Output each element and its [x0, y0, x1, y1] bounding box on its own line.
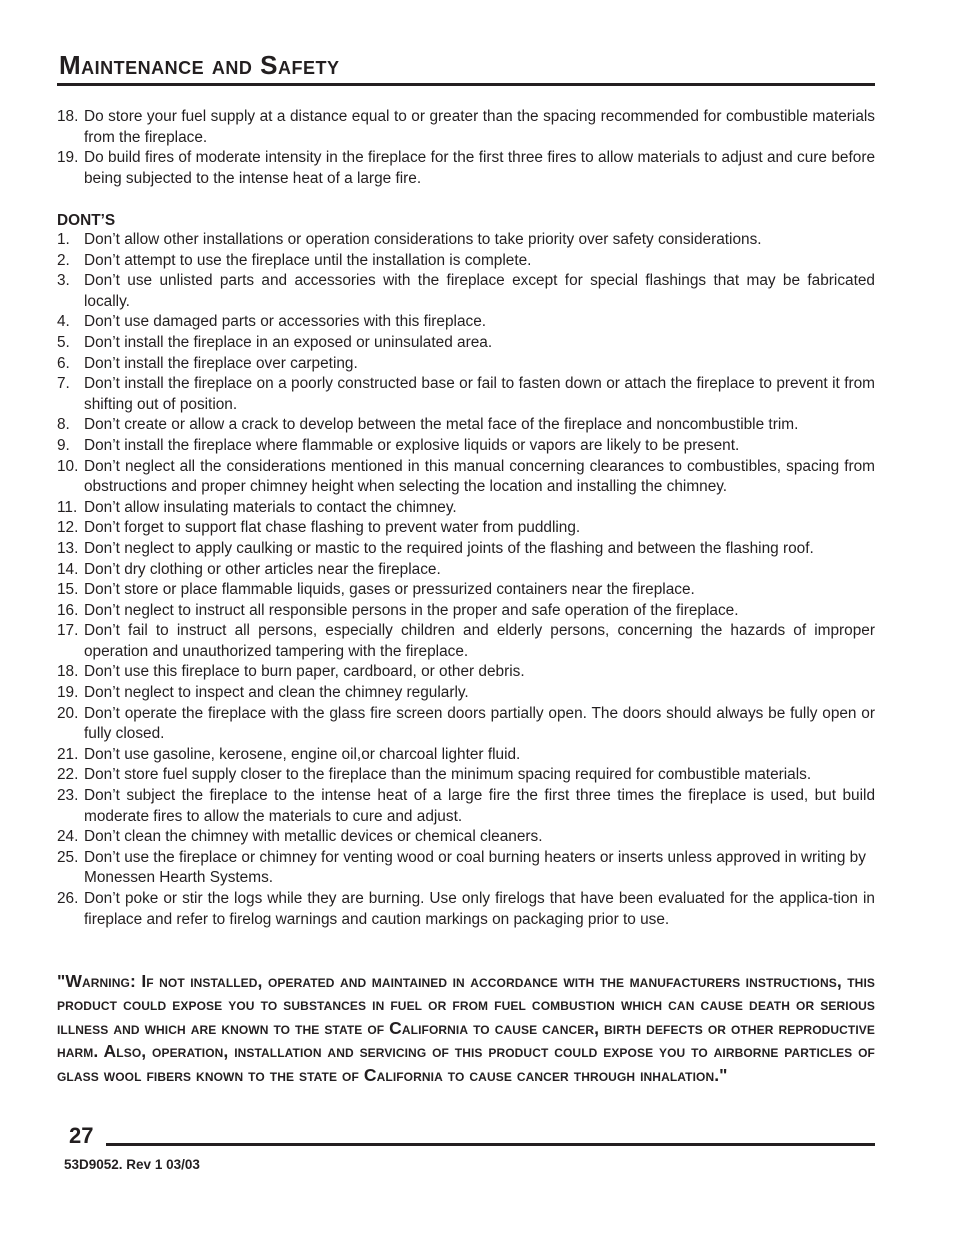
list-item [57, 251, 875, 272]
item-number: 9. [57, 436, 70, 454]
item-text: Don’t subject the fireplace to the intense heat of a large fire the first three times the fireplace is used, but build moderate fires to allow the materials to cure and adjust. [84, 787, 875, 825]
item-text: Don’t use the fireplace or chimney for venting wood or coal burning heaters or inserts unless approved in writing by Monessen Hearth Systems. [84, 848, 866, 887]
item-text: Do store your fuel supply at a distance equal to or greater than the spacing recommended for combustible materials from the fireplace. [84, 108, 875, 146]
list-item [57, 415, 875, 436]
item-text: Don’t operate the fireplace with the glass fire screen doors partially open. The doors should always be fully open or fully closed. [84, 704, 875, 743]
header-divider [57, 83, 875, 86]
item-number: 14. [57, 560, 79, 578]
item-number: 22. [57, 766, 79, 784]
list-item [57, 436, 875, 457]
item-text: Don’t store or place flammable liquids, gases or pressurized containers near the fireplace. [84, 581, 695, 599]
item-text: Don’t clean the chimney with metallic devices or chemical cleaners. [84, 828, 543, 846]
list-item [57, 745, 875, 766]
list-item [57, 848, 875, 889]
item-text: Don’t forget to support flat chase flashing to prevent water from puddling. [84, 519, 581, 537]
item-number: 4. [57, 313, 70, 331]
document-code: 53D9052. Rev 1 03/03 [64, 1157, 200, 1172]
list-item [57, 498, 875, 519]
item-text: Don’t dry clothing or other articles near the fireplace. [84, 560, 441, 578]
item-text: Don’t install the fireplace where flammable or explosive liquids or vapors are likely to be present. [84, 436, 740, 454]
list-item [57, 518, 875, 539]
item-number: 19. [57, 684, 79, 702]
list-item [57, 107, 875, 148]
item-text: Don’t use unlisted parts and accessories with the fireplace except for special flashings that may be fabricated locally. [84, 272, 875, 310]
item-text: Don’t fail to instruct all persons, especially children and elderly persons, concerning the hazards of improper operation and unauthorized tampering with the fireplace. [84, 622, 875, 660]
item-text: Don’t neglect to instruct all responsible persons in the proper and safe operation of the fireplace. [84, 601, 739, 619]
item-number: 18. [57, 108, 79, 125]
list-item [57, 271, 875, 312]
item-number: 2. [57, 251, 70, 269]
item-text: Don’t allow insulating materials to contact the chimney. [84, 498, 457, 516]
item-number: 21. [57, 745, 79, 763]
item-text: Don’t install the fireplace on a poorly constructed base or fail to fasten down or attach the fireplace to prevent it from shifting out of position. [84, 375, 875, 413]
item-text: Don’t attempt to use the fireplace until the installation is complete. [84, 251, 532, 269]
page-title: Maintenance and Safety [59, 50, 340, 80]
item-number: 12. [57, 519, 79, 537]
list-item [57, 312, 875, 333]
list-item [57, 333, 875, 354]
list-item [57, 354, 875, 375]
item-text: Don’t poke or stir the logs while they are burning. Use only firelogs that have been evaluated for the applica-tion in fireplace and refer to firelog warnings and caution markings on packaging prior to use. [84, 890, 875, 928]
list-item [57, 704, 875, 745]
do-list [57, 107, 875, 189]
item-number: 20. [57, 704, 79, 722]
warning-notice: "Warning: If not installed, operated and maintained in accordance with the manufacturers instructions, this product could expose you to substances in fuel or from fuel combustion which can cause death or serious illness and which are known to the state of California to cause cancer, birth defects or other reproductive harm. Also, operation, installation and servicing of this product could expose you to airborne particles of glass wool fibers known to the state of California to cause cancer through inhalation." [57, 971, 875, 1085]
list-item [57, 374, 875, 415]
item-number: 6. [57, 354, 70, 372]
list-item [57, 662, 875, 683]
list-item [57, 560, 875, 581]
item-number: 26. [57, 890, 79, 907]
list-item [57, 621, 875, 662]
item-number: 8. [57, 416, 70, 434]
item-text: Don’t use damaged parts or accessories with this fireplace. [84, 313, 487, 331]
item-number: 1. [57, 231, 70, 248]
item-text: Don’t neglect to apply caulking or mastic to the required joints of the flashing and between the flashing roof. [84, 539, 814, 557]
page-number: 27 [69, 1123, 94, 1148]
list-item [57, 889, 875, 930]
item-text: Don’t install the fireplace over carpeting. [84, 354, 358, 372]
item-number: 15. [57, 581, 79, 599]
item-text: Don’t allow other installations or operation considerations to take priority over safety considerations. [84, 231, 762, 248]
list-item [57, 601, 875, 622]
list-item [57, 148, 875, 189]
item-text: Don’t neglect all the considerations mentioned in this manual concerning clearances to combustibles, spacing from obstructions and proper chimney height when selecting the location and installing the chimney. [84, 457, 875, 496]
item-number: 7. [57, 375, 70, 393]
item-number: 17. [57, 622, 79, 640]
item-text: Don’t store fuel supply closer to the fireplace than the minimum spacing required for combustible materials. [84, 766, 812, 784]
list-item [57, 539, 875, 560]
item-number: 13. [57, 539, 79, 557]
donts-list [57, 230, 875, 930]
list-item [57, 457, 875, 498]
item-text: Do build fires of moderate intensity in the fireplace for the first three fires to allow materials to adjust and cure before being subjected to the intense heat of a large fire. [84, 149, 875, 187]
item-number: 19. [57, 149, 79, 167]
item-number: 5. [57, 333, 70, 351]
item-number: 11. [57, 498, 78, 516]
item-number: 16. [57, 601, 79, 619]
footer-divider [106, 1143, 875, 1146]
item-text: Don’t install the fireplace in an exposed or uninsulated area. [84, 333, 493, 351]
list-item [57, 827, 875, 848]
item-number: 10. [57, 457, 79, 475]
item-number: 18. [57, 663, 79, 681]
list-item [57, 765, 875, 786]
item-number: 23. [57, 787, 79, 805]
item-text: Don’t neglect to inspect and clean the chimney regularly. [84, 684, 469, 702]
list-item [57, 786, 875, 827]
list-item [57, 580, 875, 601]
item-text: Don’t use gasoline, kerosene, engine oil,or charcoal lighter fluid. [84, 745, 521, 763]
list-item [57, 683, 875, 704]
donts-heading: DONT’S [57, 212, 116, 229]
item-text: Don’t use this fireplace to burn paper, cardboard, or other debris. [84, 663, 525, 681]
item-number: 3. [57, 272, 70, 290]
item-number: 25. [57, 848, 79, 866]
item-number: 24. [57, 828, 79, 846]
item-text: Don’t create or allow a crack to develop between the metal face of the fireplace and noncombustible trim. [84, 416, 799, 434]
list-item [57, 230, 875, 251]
